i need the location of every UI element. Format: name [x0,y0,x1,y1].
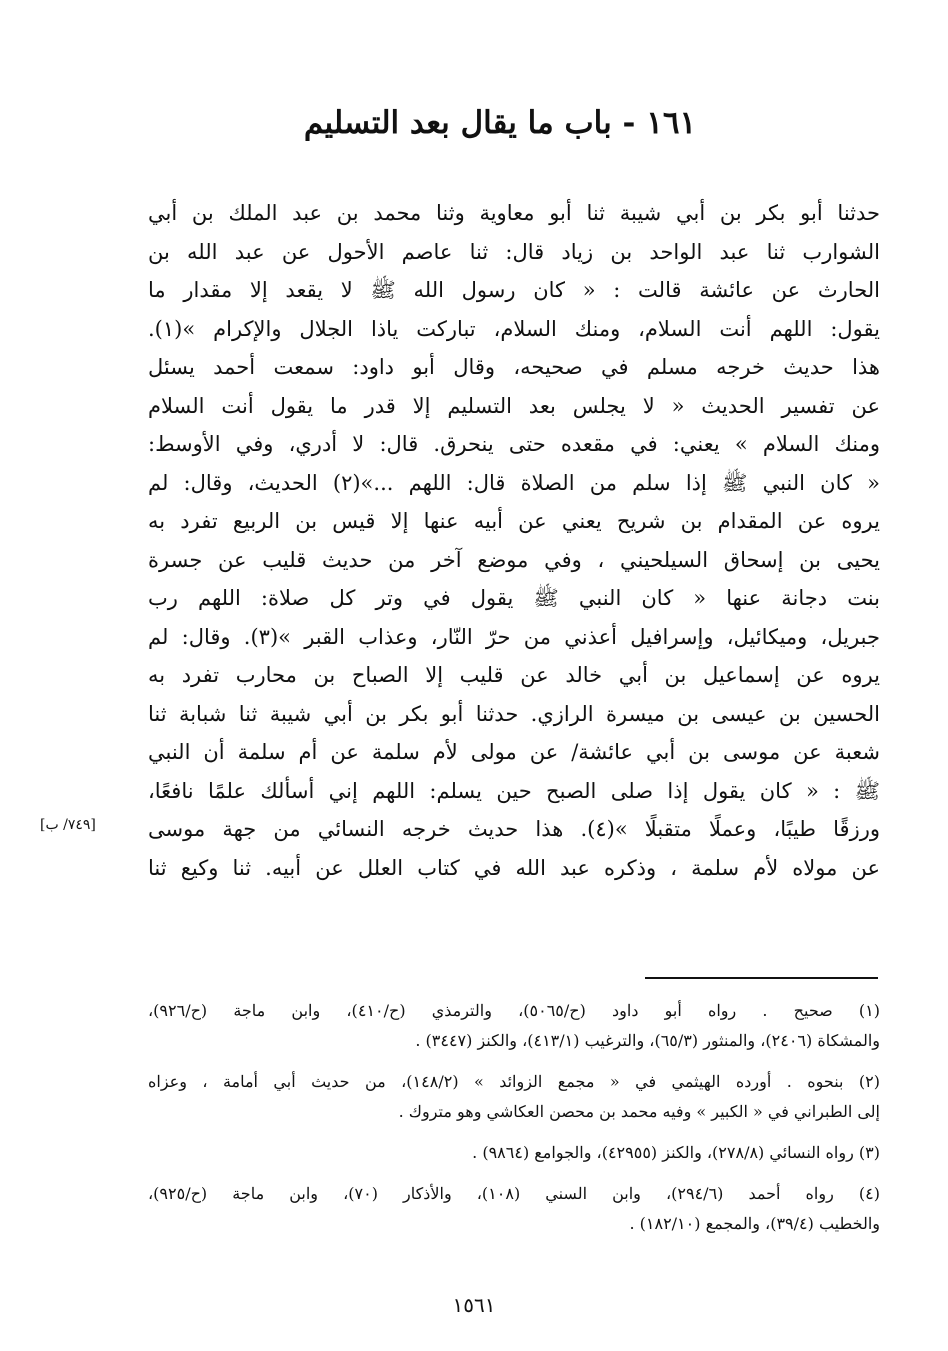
chapter-heading [150,98,850,148]
footnote-line: والمشكاة (٢٤٠٦)، والمنثور (٦٥/٣)، والترغيب (٤١٣/١)، والكنز (٣٤٤٧) . [415,1031,880,1050]
text-line: « كان النبي ﷺ إذا سلم من الصلاة قال: اللهم ...»(٢) الحديث، وقال: لم [148,470,880,495]
text-line: شعبة عن موسى بن أبي عائشة/ عن مولى لأم سلمة عن أم سلمة أن النبي [148,740,880,764]
footnote-line: (٣) رواه النسائي (٢٧٨/٨)، والكنز (٤٢٩٥٥)، والجوامع (٩٨٦٤) . [472,1143,880,1162]
footnote-1 [148,996,880,1056]
text-line: عن مولاه لأم سلمة ، وذكره عبد الله في كتاب العلل عن أبيه. ثنا وكيع ثنا [148,855,880,880]
page-number: ١٥٦١ [452,1293,496,1317]
text-line: ﷺ : « كان يقول إذا صلى الصبح حين يسلم: اللهم إني أسألك علمًا نافعًا، [148,778,880,803]
text-line: حدثنا أبو بكر بن أبي شيبة ثنا أبو معاوية وثنا محمد بن عبد الملك بن أبي [148,201,880,225]
footnote-divider [645,977,878,979]
text-line: يقول: اللهم أنت السلام، ومنك السلام، تباركت ياذا الجلال والإكرام »(١). [148,316,880,341]
chapter-dash: - [622,105,636,141]
text-line: الحسين بن عيسى بن ميسرة الرازي. حدثنا أبو بكر بن أبي شيبة ثنا شبابة ثنا [148,701,880,726]
main-text [148,194,880,887]
text-line: هذا حديث خرجه مسلم في صحيحه، وقال أبو داود: سمعت أحمد يسئل [148,355,880,379]
text-line: الشوارب ثنا عبد الواحد بن زياد قال: ثنا عاصم الأحول عن عبد الله بن [148,239,880,264]
text-line: ومنك السلام » يعني: في مقعده حتى ينحرق. قال: لا أدري، وفي الأوسط: [148,432,880,456]
chapter-title: باب ما يقال بعد التسليم [303,105,612,141]
manuscript-folio-note: [٧٤٩/ ب] [40,817,96,833]
footnote-3 [148,1138,880,1168]
text-line: يروه عن المقدام بن شريح يعني عن أبيه عنها إلا قيس بن الربيع تفرد به [148,509,880,533]
footnote-2 [148,1067,880,1127]
text-line: يروه عن إسماعيل بن أبي خالد عن قليب إلا الصباح بن محارب تفرد به [148,663,880,687]
footnote-line: (٢) بنحوه . أورده الهيثمي في « مجمع الزوائد » (١٤٨/٢)، من حديث أبي أمامة ، وعزاه [148,1072,880,1091]
text-line: جبريل، وميكائيل، وإسرافيل أعذني من حرّ النّار، وعذاب القبر »(٣). وقال: لم [148,624,880,649]
footnote-4 [148,1179,880,1239]
footnotes [148,996,880,1250]
footnote-line: (١) صحيح . رواه أبو داود (ح/٥٠٦٥)، والترمذي (ح/٤١٠)، وابن ماجة (ح/٩٢٦)، [148,1001,880,1020]
text-line: ورزقًا طيبًا، وعملًا متقبلًا »(٤). هذا حديث خرجه النسائي من جهة موسى [148,817,880,841]
footnote-line: إلى الطبراني في « الكبير » وفيه محمد بن محصن العكاشي وهو متروك . [398,1102,880,1121]
text-line: الحارث عن عائشة قالت : « كان رسول الله ﷺ لا يقعد إلا مقدار ما [148,278,880,302]
chapter-number: ١٦١ [646,105,697,141]
text-line: عن تفسير الحديث « لا يجلس بعد التسليم إلا قدر ما يقول أنت السلام [148,393,880,418]
footnote-line: والخطيب (٣٩/٤)، والمجمع (١٨٢/١٠) . [629,1214,880,1233]
text-line: يحيى بن إسحاق السيلحيني ، وفي موضع آخر من حديث قليب عن جسرة [148,547,880,572]
text-line: بنت دجانة عنها « كان النبي ﷺ يقول في وتر كل صلاة: اللهم رب [148,586,880,610]
footnote-line: (٤) رواه أحمد (٢٩٤/٦)، وابن السني (١٠٨)، والأذكار (٧٠)، وابن ماجة (ح/٩٢٥)، [148,1184,880,1203]
